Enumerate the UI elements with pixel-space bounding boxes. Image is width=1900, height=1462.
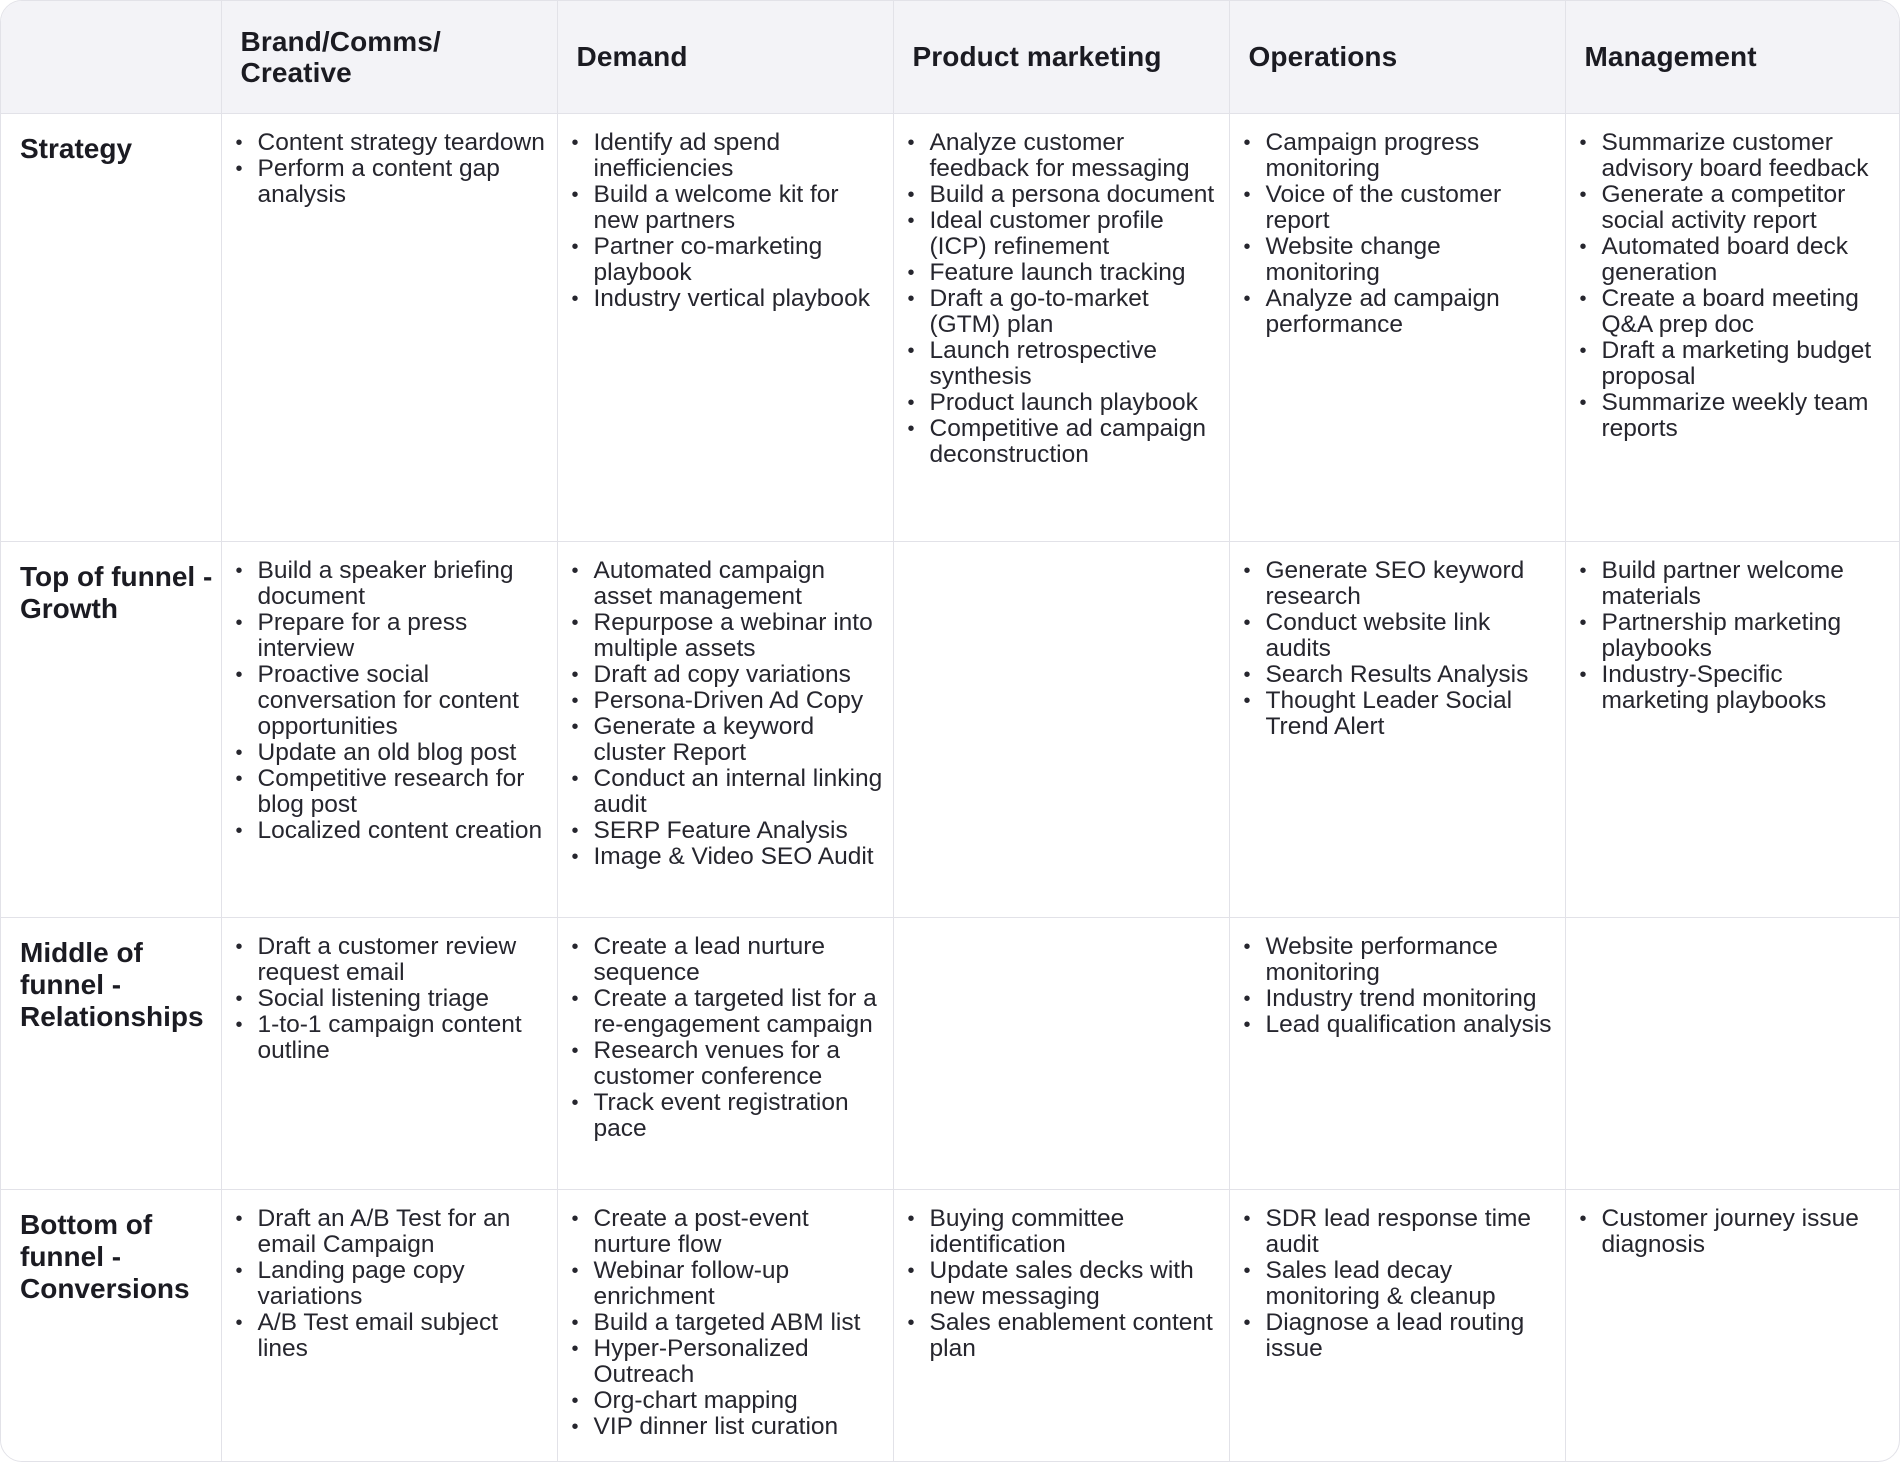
use-case-list (1244, 130, 1559, 338)
cell (1565, 917, 1899, 1189)
use-case-list (908, 130, 1223, 468)
cell (1565, 1189, 1899, 1461)
use-case-item: • Build a welcome kit for new partners (594, 182, 887, 234)
use-case-table (1, 1, 1899, 1461)
use-case-list (1580, 1206, 1894, 1258)
cell (1229, 541, 1565, 917)
cell (221, 541, 557, 917)
header-row (1, 1, 1899, 113)
use-case-list (1580, 558, 1894, 714)
use-case-item: • Landing page copy variations (258, 1258, 551, 1310)
use-case-item: • Draft a marketing budget proposal (1602, 338, 1894, 390)
use-case-item: • Build a persona document (930, 182, 1223, 208)
cell (557, 1189, 893, 1461)
use-case-item: • Analyze customer feedback for messaging (930, 130, 1223, 182)
use-case-item: • A/B Test email subject lines (258, 1310, 551, 1362)
use-case-item: • Identify ad spend inefficiencies (594, 130, 887, 182)
use-case-list (1580, 130, 1894, 442)
use-case-item: • Diagnose a lead routing issue (1266, 1310, 1559, 1362)
use-case-item: • VIP dinner list curation (594, 1414, 887, 1440)
column-header-demand: Demand (557, 1, 893, 113)
row-label-middle-of-funnel: Middle of funnel - Relationships (1, 917, 221, 1189)
use-case-item: • Draft a go-to-market (GTM) plan (930, 286, 1223, 338)
use-case-list (572, 558, 887, 870)
cell (1229, 113, 1565, 541)
use-case-item: • Partner co-marketing playbook (594, 234, 887, 286)
cell (893, 917, 1229, 1189)
use-case-item: • SERP Feature Analysis (594, 818, 887, 844)
use-case-item: • Image & Video SEO Audit (594, 844, 887, 870)
use-case-list (908, 1206, 1223, 1362)
use-case-item: • Create a post-event nurture flow (594, 1206, 887, 1258)
use-case-item: • Update an old blog post (258, 740, 551, 766)
cell (221, 113, 557, 541)
use-case-item: • Proactive social conversation for content opportunities (258, 662, 551, 740)
use-case-item: • Build a targeted ABM list (594, 1310, 887, 1336)
use-case-item: • Content strategy teardown (258, 130, 551, 156)
cell (557, 917, 893, 1189)
use-case-list (236, 1206, 551, 1362)
use-case-item: • Track event registration pace (594, 1090, 887, 1142)
row-label-top-of-funnel: Top of funnel - Growth (1, 541, 221, 917)
use-case-item: • Generate a keyword cluster Report (594, 714, 887, 766)
use-case-item: • Webinar follow-up enrichment (594, 1258, 887, 1310)
use-case-list (236, 558, 551, 844)
use-case-item: • Draft ad copy variations (594, 662, 887, 688)
row-strategy (1, 113, 1899, 541)
use-case-item: • Industry trend monitoring (1266, 986, 1559, 1012)
use-case-item: • Conduct website link audits (1266, 610, 1559, 662)
cell (893, 541, 1229, 917)
use-case-item: • Industry vertical playbook (594, 286, 887, 312)
use-case-item: • Persona-Driven Ad Copy (594, 688, 887, 714)
use-case-list (1244, 558, 1559, 740)
use-case-item: • Summarize weekly team reports (1602, 390, 1894, 442)
use-case-item: • Product launch playbook (930, 390, 1223, 416)
cell (1229, 1189, 1565, 1461)
use-case-list (236, 130, 551, 208)
use-case-item: • Buying committee identification (930, 1206, 1223, 1258)
use-case-item: • Voice of the customer report (1266, 182, 1559, 234)
cell (221, 1189, 557, 1461)
use-case-item: • Update sales decks with new messaging (930, 1258, 1223, 1310)
use-case-item: • Customer journey issue diagnosis (1602, 1206, 1894, 1258)
use-case-item: • Summarize customer advisory board feedback (1602, 130, 1894, 182)
use-case-item: • Research venues for a customer conference (594, 1038, 887, 1090)
use-case-item: • Generate SEO keyword research (1266, 558, 1559, 610)
use-case-item: • Hyper-Personalized Outreach (594, 1336, 887, 1388)
use-case-item: • Search Results Analysis (1266, 662, 1559, 688)
use-case-item: • Build a speaker briefing document (258, 558, 551, 610)
use-case-item: • Org-chart mapping (594, 1388, 887, 1414)
use-case-item: • Draft an A/B Test for an email Campaign (258, 1206, 551, 1258)
use-case-item: • Website performance monitoring (1266, 934, 1559, 986)
use-case-item: • Repurpose a webinar into multiple assets (594, 610, 887, 662)
row-label-strategy: Strategy (1, 113, 221, 541)
cell (557, 541, 893, 917)
use-case-list (572, 934, 887, 1142)
use-case-list (1244, 1206, 1559, 1362)
use-case-item: • Campaign progress monitoring (1266, 130, 1559, 182)
use-case-item: • Sales enablement content plan (930, 1310, 1223, 1362)
use-case-item: • Launch retrospective synthesis (930, 338, 1223, 390)
use-case-item: • Automated board deck generation (1602, 234, 1894, 286)
use-case-item: • Feature launch tracking (930, 260, 1223, 286)
row-bottom-of-funnel (1, 1189, 1899, 1461)
cell (893, 113, 1229, 541)
use-case-item: • Generate a competitor social activity report (1602, 182, 1894, 234)
row-label-bottom-of-funnel: Bottom of funnel - Conversions (1, 1189, 221, 1461)
column-header-management: Management (1565, 1, 1899, 113)
use-case-item: • Lead qualification analysis (1266, 1012, 1559, 1038)
use-case-item: • 1-to-1 campaign content outline (258, 1012, 551, 1064)
row-middle-of-funnel (1, 917, 1899, 1189)
use-case-list (236, 934, 551, 1064)
column-header-operations: Operations (1229, 1, 1565, 113)
use-case-list (572, 1206, 887, 1440)
cell (1229, 917, 1565, 1189)
use-case-item: • Partnership marketing playbooks (1602, 610, 1894, 662)
use-case-item: • SDR lead response time audit (1266, 1206, 1559, 1258)
use-case-item: • Ideal customer profile (ICP) refinement (930, 208, 1223, 260)
use-case-item: • Perform a content gap analysis (258, 156, 551, 208)
cell (893, 1189, 1229, 1461)
use-case-list (572, 130, 887, 312)
use-case-item: • Social listening triage (258, 986, 551, 1012)
cell (1565, 113, 1899, 541)
use-case-item: • Conduct an internal linking audit (594, 766, 887, 818)
use-case-item: • Draft a customer review request email (258, 934, 551, 986)
cell (557, 113, 893, 541)
use-case-item: • Thought Leader Social Trend Alert (1266, 688, 1559, 740)
use-case-item: • Create a board meeting Q&A prep doc (1602, 286, 1894, 338)
use-case-item: • Create a lead nurture sequence (594, 934, 887, 986)
corner-cell (1, 1, 221, 113)
use-case-item: • Industry-Specific marketing playbooks (1602, 662, 1894, 714)
cell (221, 917, 557, 1189)
column-header-product-marketing: Product marketing (893, 1, 1229, 113)
use-case-item: • Competitive research for blog post (258, 766, 551, 818)
column-header-brand: Brand/Comms/ Creative (221, 1, 557, 113)
use-case-item: • Analyze ad campaign performance (1266, 286, 1559, 338)
row-top-of-funnel (1, 541, 1899, 917)
use-case-item: • Localized content creation (258, 818, 551, 844)
use-case-item: • Create a targeted list for a re-engagement campaign (594, 986, 887, 1038)
use-case-item: • Prepare for a press interview (258, 610, 551, 662)
use-case-item: • Automated campaign asset management (594, 558, 887, 610)
use-case-item: • Sales lead decay monitoring & cleanup (1266, 1258, 1559, 1310)
use-case-item: • Competitive ad campaign deconstruction (930, 416, 1223, 468)
use-case-list (1244, 934, 1559, 1038)
use-case-item: • Build partner welcome materials (1602, 558, 1894, 610)
use-case-item: • Website change monitoring (1266, 234, 1559, 286)
cell (1565, 541, 1899, 917)
